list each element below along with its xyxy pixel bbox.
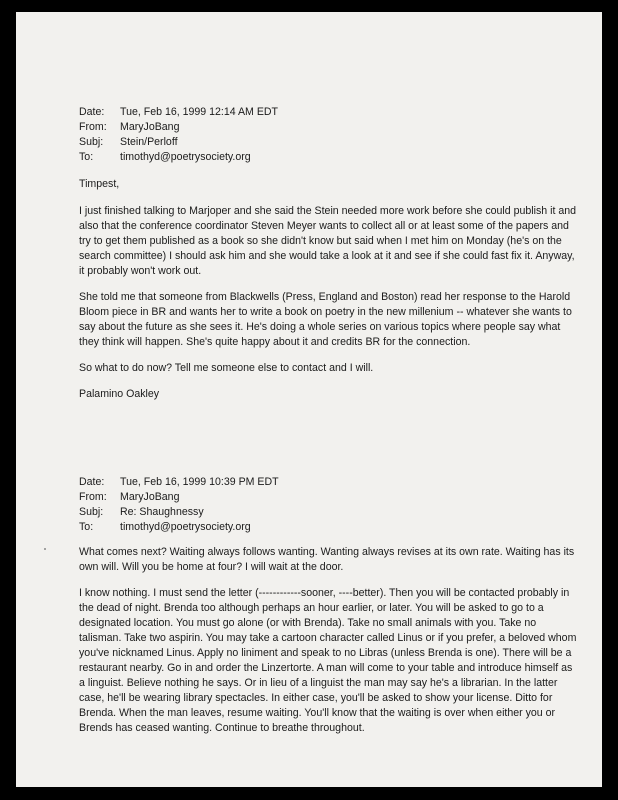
- email1-paragraph-3: So what to do now? Tell me someone else to contact and I will.: [79, 362, 374, 374]
- from-label: From:: [79, 121, 107, 133]
- subject-value: Re: Shaughnessy: [120, 506, 204, 518]
- from-label: From:: [79, 491, 107, 503]
- date-value: Tue, Feb 16, 1999 10:39 PM EDT: [120, 476, 279, 488]
- email-header-1: [79, 105, 579, 165]
- document-body: [79, 105, 579, 734]
- subject-label: Subj:: [79, 506, 104, 518]
- from-value: MaryJoBang: [120, 491, 180, 503]
- to-label: To:: [79, 151, 94, 163]
- email1-paragraph-2: She told me that someone from Blackwells (Press, England and Boston) read her response to the Harold Bloom piece in BR and wants her to write a book on poetry in the new millenium -- whatever she wants to say about the future as she sees it. He's doing a whole series on various topics where people say what they think will happen. She's quite happy about it and credits BR for the connection.: [79, 291, 572, 348]
- document-page: [16, 12, 602, 787]
- email-header-2: [79, 475, 579, 535]
- email-2: [79, 475, 579, 736]
- signature: Palamino Oakley: [79, 388, 160, 400]
- email2-paragraph-1: What comes next? Waiting always follows wanting. Wanting always revises at its own rate. Waiting has its own will. Will you be home at four? I will wait at the door.: [79, 546, 575, 573]
- email1-paragraph-1: I just finished talking to Marjoper and she said the Stein needed more work before she could publish it and also that the conference coordinator Steven Meyer wants to collect all or at least some of the papers and try to get them published as a book so she didn't know but said when I met him on Monday (he's on the search committee) I should ask him and she would take a look at it and see if she could fast fix it. Anyway, it probably won't work out.: [79, 205, 577, 277]
- to-value: timothyd@poetrysociety.org: [120, 521, 251, 533]
- date-label: Date:: [79, 476, 105, 488]
- date-value: Tue, Feb 16, 1999 12:14 AM EDT: [120, 106, 279, 118]
- from-value: MaryJoBang: [120, 121, 180, 133]
- paper-speck: [44, 548, 46, 550]
- subject-value: Stein/Perloff: [120, 136, 178, 148]
- email2-paragraph-2: I know nothing. I must send the letter (------------sooner, ----better). Then you will be contacted probably in the dead of night. Brenda too although perhaps an hour earlier, or later. You will be asked to go to a designated location. You must go alone (or with Brenda). Take no small animals with you. Take no talisman. Take two aspirin. You may take a cartoon character called Linus or if you prefer, a beloved whom you've nicknamed Linus. Apply no liniment and speak to no Libras (unless Brenda is one). There will be a restaurant nearby. Go in and order the Linzertorte. A man will come to your table and introduce himself as a linguist. Believe nothing he says. Or in lieu of a linguist the man may say he's a librarian. In the latter case, he'll be wearing library spectacles. In either case, you'll be asked to show your license. Ditto for Brenda. When the man leaves, resume waiting. You'll know that the waiting is over when either you or Brends has ceased wanting. Continue to breathe throughout.: [79, 587, 577, 734]
- date-label: Date:: [79, 106, 105, 118]
- to-label: To:: [79, 521, 94, 533]
- subject-label: Subj:: [79, 136, 104, 148]
- to-value: timothyd@poetrysociety.org: [120, 151, 251, 163]
- greeting: Timpest,: [79, 178, 120, 190]
